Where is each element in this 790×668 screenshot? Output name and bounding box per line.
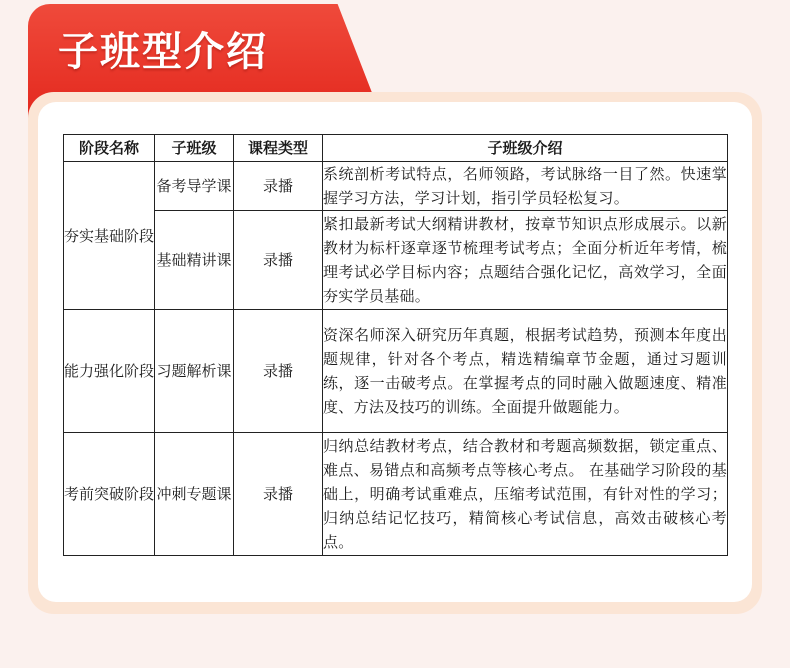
header-course-type: 课程类型 [234, 135, 323, 162]
class-intro: 归纳总结教材考点，结合教材和考题高频数据，锁定重点、难点、易错点和高频考点等核心考点。 在基础学习阶段的基础上，明确考试重难点，压缩考试范围，有针对性的学习；归纳总结记忆技巧，精简核心考试信息，高效击破核心考点。 [323, 433, 728, 556]
table-row [64, 162, 728, 211]
table-row [64, 433, 728, 556]
class-intro: 系统剖析考试特点，名师领路，考试脉络一目了然。快速掌握学习方法，学习计划，指引学员轻松复习。 [323, 162, 728, 211]
table-header-row [64, 135, 728, 162]
course-type: 录播 [234, 162, 323, 211]
table-row [64, 310, 728, 433]
sub-class-name: 基础精讲课 [155, 211, 234, 310]
class-intro: 紧扣最新考试大纲精讲教材，按章节知识点形成展示。以新教材为标杆逐章逐节梳理考试考点；全面分析近年考情，梳理考试必学目标内容；点题结合强化记忆，高效学习，全面夯实学员基础。 [323, 211, 728, 310]
class-table [63, 134, 728, 556]
sub-class-name: 备考导学课 [155, 162, 234, 211]
stage-name-strengthen: 能力强化阶段 [64, 310, 155, 433]
course-type: 录播 [234, 433, 323, 556]
stage-name-breakthrough: 考前突破阶段 [64, 433, 155, 556]
course-type: 录播 [234, 310, 323, 433]
class-intro: 资深名师深入研究历年真题，根据考试趋势，预测本年度出题规律，针对各个考点，精选精编章节金题，通过习题训练，逐一击破考点。在掌握考点的同时融入做题速度、精准度、方法及技巧的训练。全面提升做题能力。 [323, 310, 728, 433]
sub-class-name: 冲刺专题课 [155, 433, 234, 556]
stage-name-foundation: 夯实基础阶段 [64, 162, 155, 310]
header-class-intro: 子班级介绍 [323, 135, 728, 162]
page-title: 子班型介绍 [58, 29, 268, 75]
header-sub-class: 子班级 [155, 135, 234, 162]
header-stage-name: 阶段名称 [64, 135, 155, 162]
sub-class-name: 习题解析课 [155, 310, 234, 433]
course-type: 录播 [234, 211, 323, 310]
table-row [64, 211, 728, 310]
